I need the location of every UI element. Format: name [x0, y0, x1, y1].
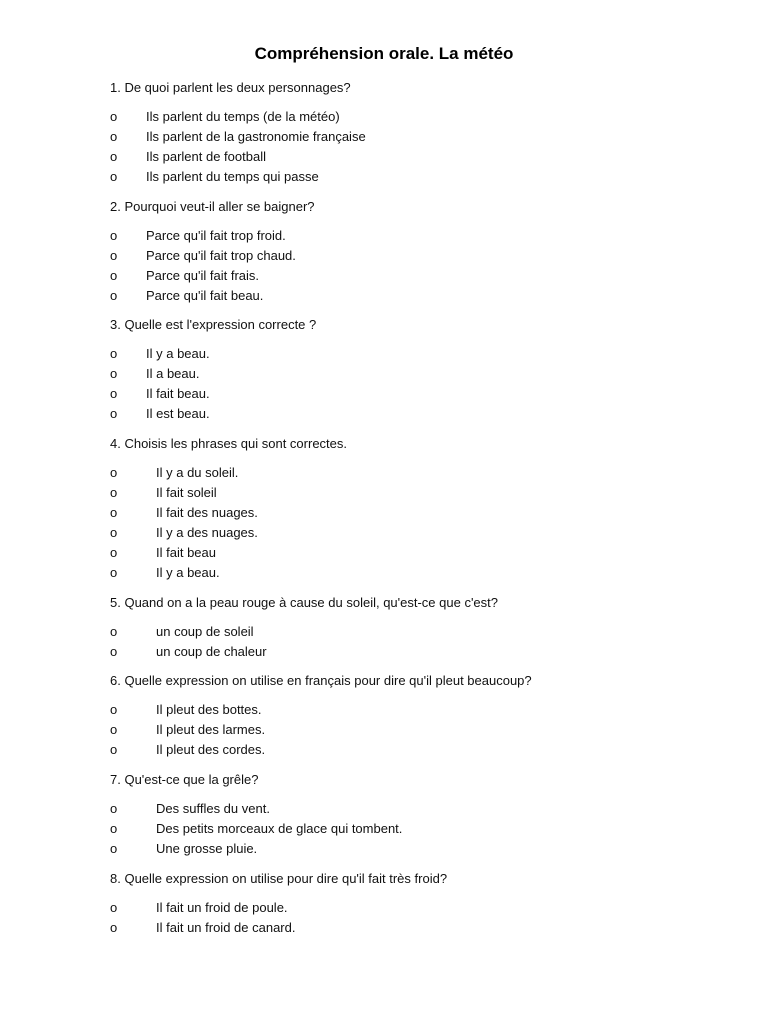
option-label: Parce qu'il fait beau. — [146, 288, 264, 303]
option-label: Ils parlent de football — [146, 149, 266, 164]
option-label: Il fait un froid de canard. — [156, 920, 296, 935]
option-bullet-icon: o — [110, 248, 118, 263]
option-bullet-icon: o — [110, 841, 118, 856]
option-label: Il pleut des bottes. — [156, 702, 262, 717]
option-bullet-icon: o — [110, 505, 118, 520]
option-label: Parce qu'il fait trop chaud. — [146, 248, 296, 263]
option-bullet-icon: o — [110, 722, 118, 737]
question-1: 1. De quoi parlent les deux personnages? — [110, 80, 351, 95]
option-bullet-icon: o — [110, 149, 118, 164]
question-4: 4. Choisis les phrases qui sont correctes. — [110, 436, 347, 451]
option-bullet-icon: o — [110, 169, 118, 184]
option-label: Il fait un froid de poule. — [156, 900, 288, 915]
option-label: Il est beau. — [146, 406, 210, 421]
option-bullet-icon: o — [110, 644, 118, 659]
option-bullet-icon: o — [110, 465, 118, 480]
option-label: Il y a beau. — [146, 346, 210, 361]
option-bullet-icon: o — [110, 801, 118, 816]
option-bullet-icon: o — [110, 485, 118, 500]
option-label: Il y a des nuages. — [156, 525, 258, 540]
option-bullet-icon: o — [110, 900, 118, 915]
option-bullet-icon: o — [110, 288, 118, 303]
option-label: Il y a beau. — [156, 565, 220, 580]
option-bullet-icon: o — [110, 109, 118, 124]
option-label: Parce qu'il fait trop froid. — [146, 228, 286, 243]
question-6: 6. Quelle expression on utilise en français pour dire qu'il pleut beaucoup? — [110, 673, 532, 688]
question-8: 8. Quelle expression on utilise pour dire qu'il fait très froid? — [110, 871, 448, 886]
option-label: un coup de chaleur — [156, 644, 267, 659]
option-label: Il pleut des larmes. — [156, 722, 266, 737]
option-label: Des suffles du vent. — [156, 801, 270, 816]
option-bullet-icon: o — [110, 702, 118, 717]
option-label: Il pleut des cordes. — [156, 742, 266, 757]
option-label: Il fait beau — [156, 545, 216, 560]
option-label: Une grosse pluie. — [156, 841, 258, 856]
option-label: Il fait beau. — [146, 386, 210, 401]
option-bullet-icon: o — [110, 624, 118, 639]
option-bullet-icon: o — [110, 228, 118, 243]
option-label: Ils parlent de la gastronomie française — [146, 129, 366, 144]
option-bullet-icon: o — [110, 346, 118, 361]
option-label: Parce qu'il fait frais. — [146, 268, 260, 283]
option-bullet-icon: o — [110, 742, 118, 757]
option-bullet-icon: o — [110, 366, 118, 381]
option-label: Il a beau. — [146, 366, 200, 381]
option-label: Des petits morceaux de glace qui tombent. — [156, 821, 403, 836]
option-label: Ils parlent du temps (de la météo) — [146, 109, 340, 124]
page-title: Compréhension orale. La météo — [254, 44, 514, 63]
question-7: 7. Qu'est-ce que la grêle? — [110, 772, 259, 787]
option-bullet-icon: o — [110, 129, 118, 144]
option-label: Il fait soleil — [156, 485, 217, 500]
option-bullet-icon: o — [110, 545, 118, 560]
option-label: Il fait des nuages. — [156, 505, 258, 520]
question-5: 5. Quand on a la peau rouge à cause du soleil, qu'est-ce que c'est? — [110, 595, 499, 610]
option-bullet-icon: o — [110, 920, 118, 935]
option-bullet-icon: o — [110, 525, 118, 540]
option-label: Il y a du soleil. — [156, 465, 239, 480]
option-bullet-icon: o — [110, 821, 118, 836]
option-bullet-icon: o — [110, 386, 118, 401]
option-label: Ils parlent du temps qui passe — [146, 169, 319, 184]
question-2: 2. Pourquoi veut-il aller se baigner? — [110, 199, 315, 214]
option-label: un coup de soleil — [156, 624, 254, 639]
option-bullet-icon: o — [110, 406, 118, 421]
option-bullet-icon: o — [110, 268, 118, 283]
option-bullet-icon: o — [110, 565, 118, 580]
question-3: 3. Quelle est l'expression correcte ? — [110, 317, 317, 332]
